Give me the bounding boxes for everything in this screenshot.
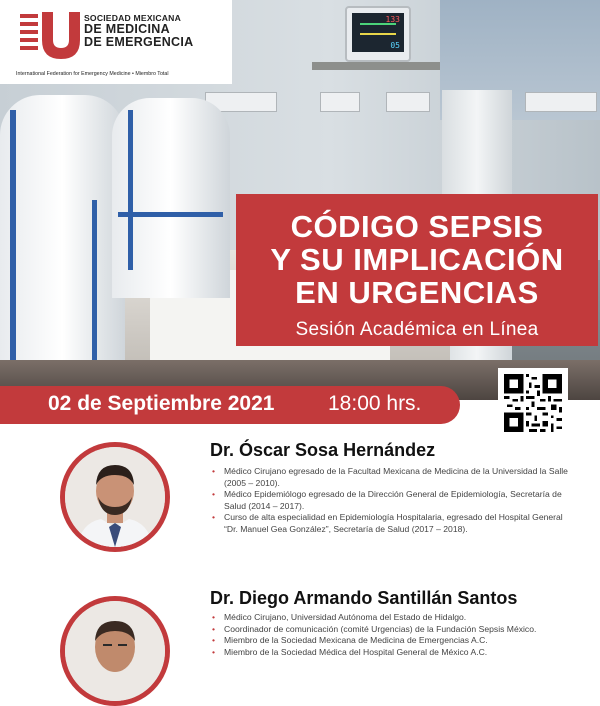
- title-line-1: CÓDIGO SEPSIS: [290, 209, 544, 244]
- bio-item: • Coordinador de comunicación (comité Urgencias) de la Fundación Sepsis México.: [210, 624, 570, 636]
- speaker-1-bio: [210, 466, 570, 535]
- suit-stripe: [10, 110, 16, 360]
- logo-line-2: DE MEDICINA: [84, 22, 170, 37]
- title-line-2: Y SU IMPLICACIÓN: [270, 242, 564, 277]
- wall-outlet-panel: [525, 92, 597, 112]
- speaker-portrait-icon: [65, 447, 165, 547]
- bio-item: • Médico Cirujano, Universidad Autónoma del Estado de Hidalgo.: [210, 612, 570, 624]
- bio-item: • Miembro de la Sociedad Médica del Hospital General de México A.C.: [210, 647, 570, 659]
- speaker-2-bio: [210, 612, 570, 658]
- monitor-value-top: 133: [385, 15, 400, 24]
- speaker-1-photo: [60, 442, 170, 552]
- speaker-1-name: Dr. Óscar Sosa Hernández: [210, 440, 436, 460]
- wall-outlet-panel: [320, 92, 360, 112]
- date-bar: [0, 386, 460, 424]
- logo-line-3: DE EMERGENCIA: [84, 35, 194, 50]
- logo-wordmark: [84, 14, 230, 49]
- session-subtitle: Sesión Académica en Línea: [295, 319, 539, 340]
- smme-logo-icon: [20, 12, 80, 60]
- vital-signs-monitor: [345, 6, 411, 62]
- bio-item: • Médico Cirujano egresado de la Facultad Mexicana de Medicina de la Universidad la Salle (2005 – 2010).: [210, 466, 570, 489]
- logo-block: [0, 0, 232, 84]
- logo-line-1: SOCIEDAD MEXICANA: [84, 13, 181, 23]
- registration-qr-code[interactable]: [500, 370, 566, 436]
- suit-stripe: [128, 110, 133, 270]
- suit-stripe: [92, 200, 97, 360]
- event-time: 18:00 hrs.: [328, 392, 422, 415]
- speaker-2-name: Dr. Diego Armando Santillán Santos: [210, 588, 518, 608]
- wall-outlet-panel: [386, 92, 430, 112]
- bio-item: • Miembro de la Sociedad Mexicana de Medicina de Emergencias A.C.: [210, 635, 570, 647]
- title-banner: [236, 194, 598, 346]
- event-date: 02 de Septiembre 2021: [48, 392, 275, 415]
- speaker-2-photo: [60, 596, 170, 706]
- monitor-shelf: [312, 62, 440, 70]
- speaker-portrait-icon: [65, 601, 165, 701]
- qr-code-icon: [504, 374, 562, 432]
- logo-caption: International Federation for Emergency Medicine • Miembro Total: [16, 71, 169, 77]
- bio-item: • Médico Epidemiólogo egresado de la Dirección General de Epidemiología, Secretaría de Salud (2014 – 2017).: [210, 489, 570, 512]
- monitor-value-bottom: 05: [390, 41, 400, 50]
- suit-stripe: [118, 212, 223, 217]
- healthcare-worker-left: [0, 95, 125, 380]
- title-line-3: EN URGENCIAS: [295, 275, 539, 310]
- bio-item: • Curso de alta especialidad en Epidemiología Hospitalaria, egresado del Hospital General “Dr. Manuel Gea González”, Secretaría de Salud (2017 – 2018).: [210, 512, 570, 535]
